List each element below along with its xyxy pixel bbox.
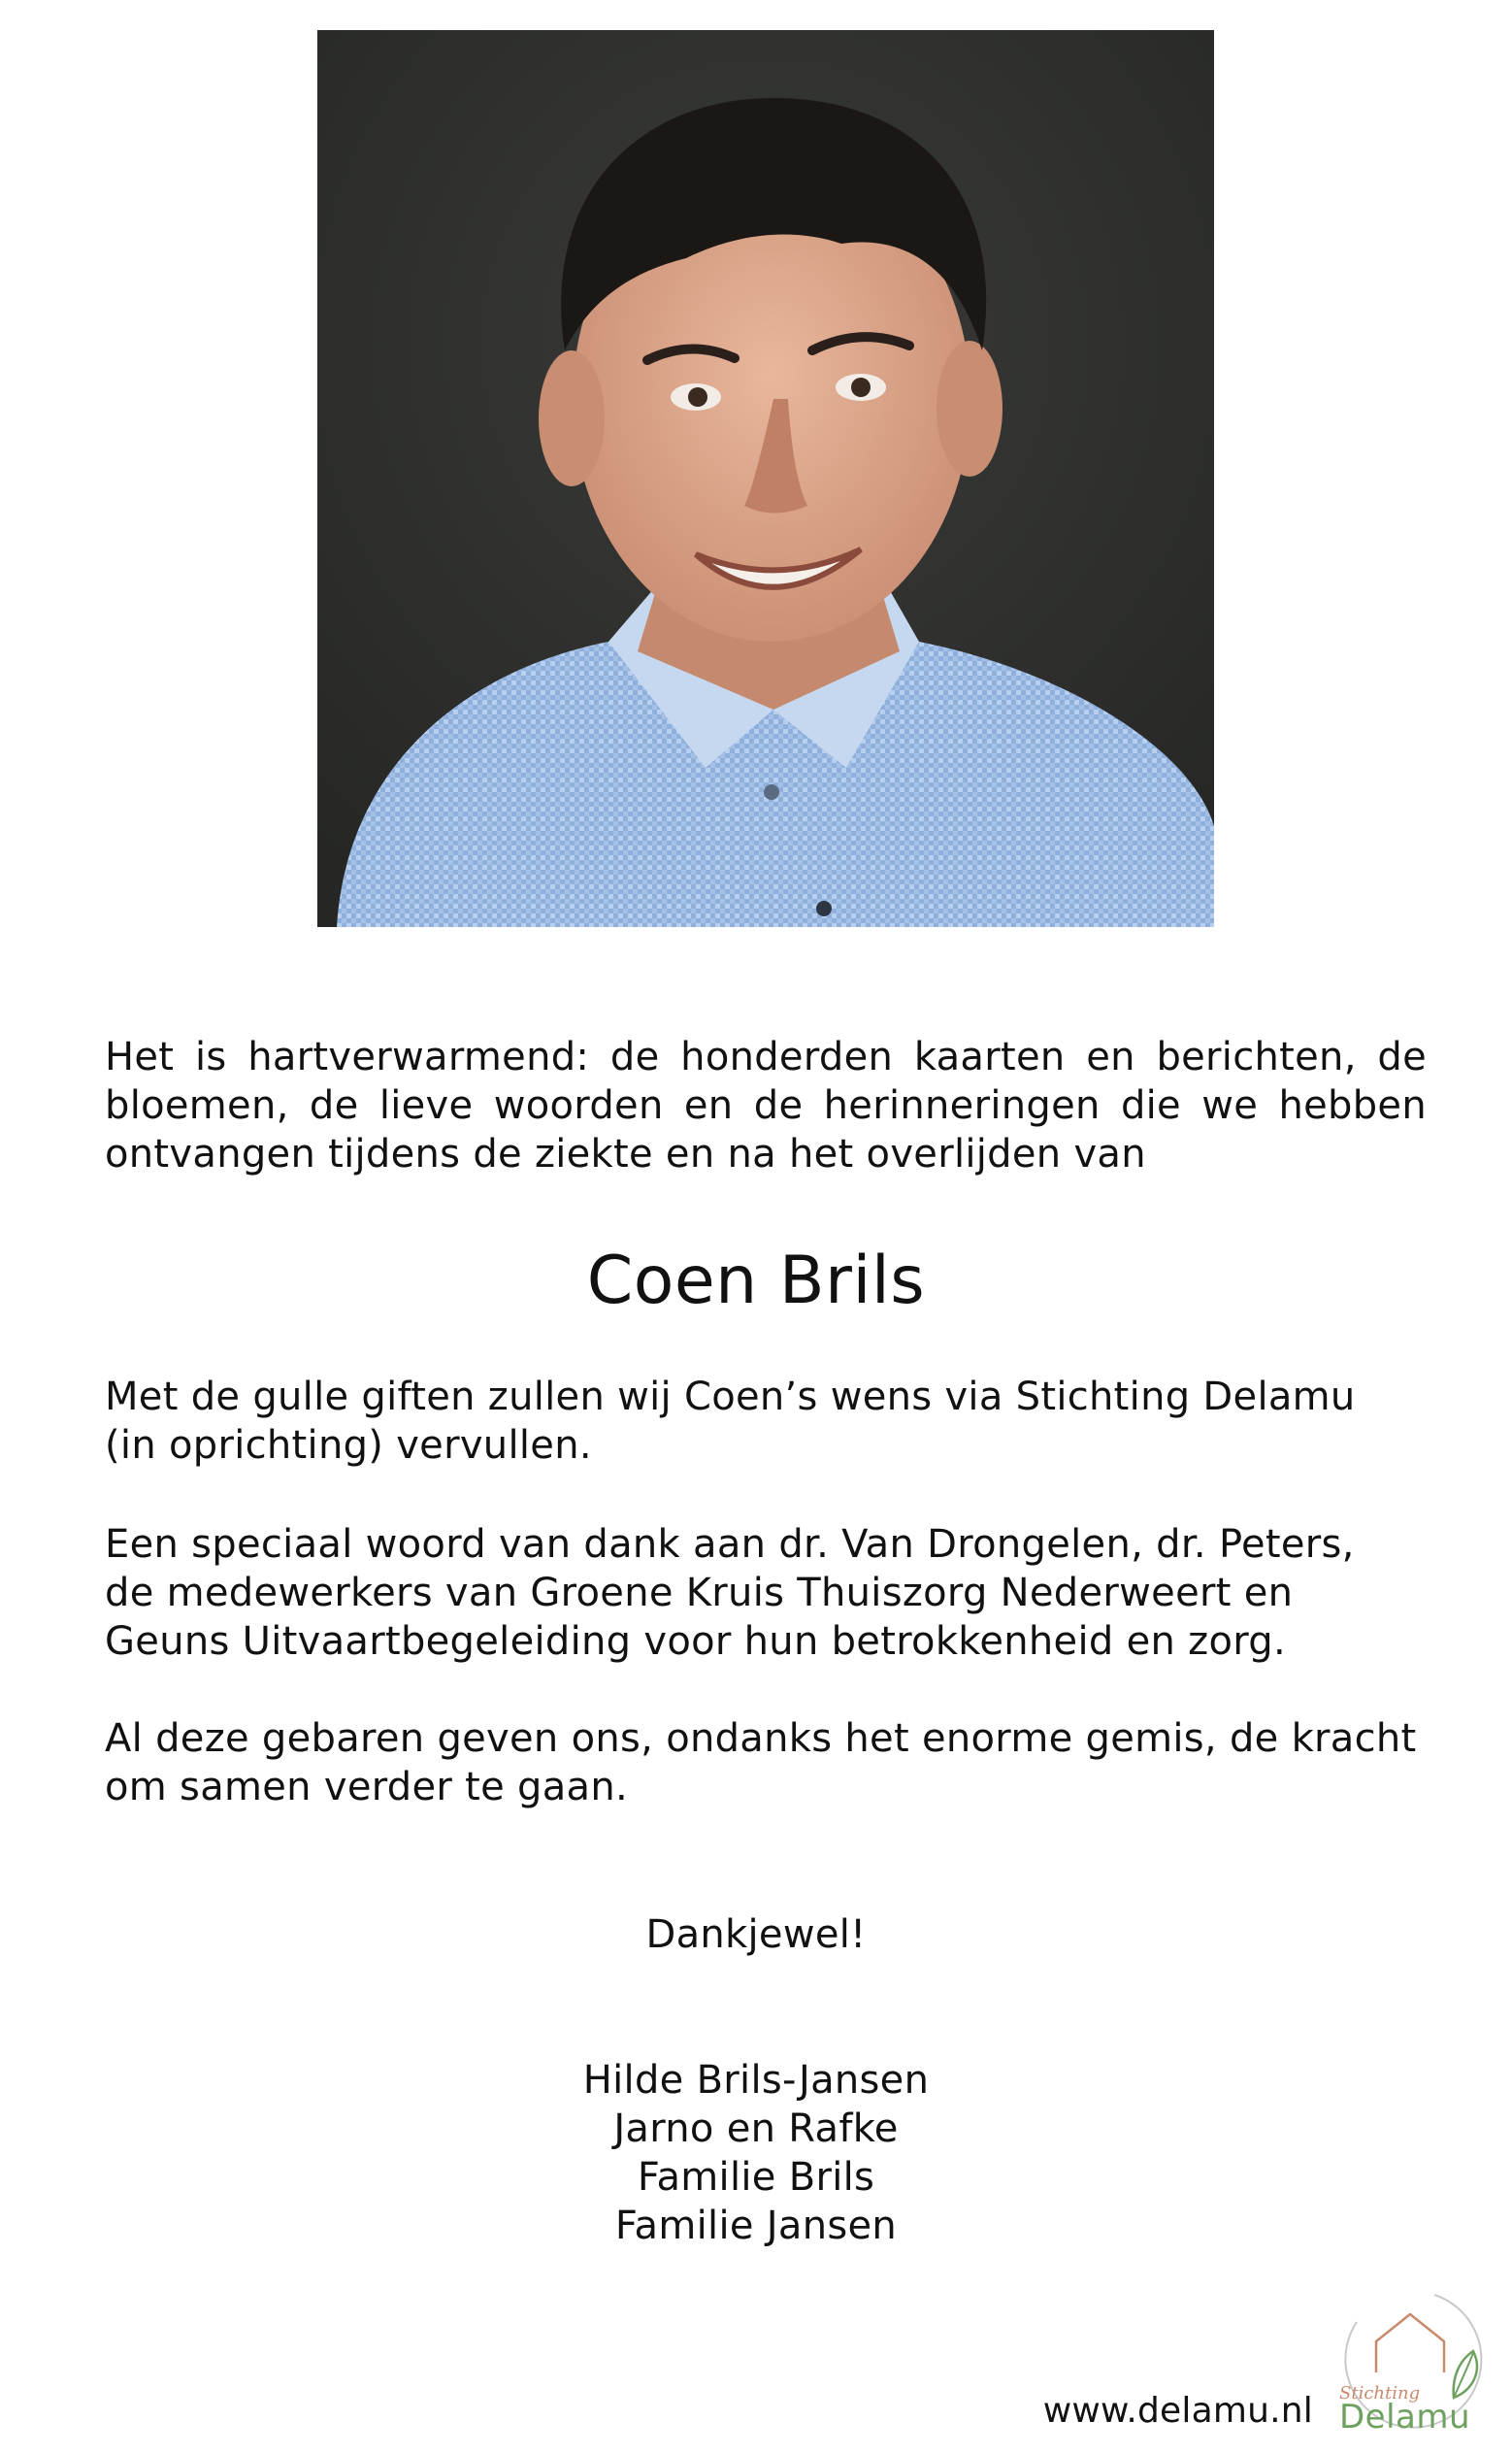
logo-text-delamu: Delamu [1339, 2398, 1471, 2437]
thanks-line-2: de medewerkers van Groene Kruis Thuiszorg Nederweert en [105, 1571, 1294, 1615]
intro-text: Het is hartverwarmend: de honderden kaarten en berichten, de bloemen, de lieve woorden en de herinneringen die we hebben ontvangen tijdens de ziekte en na het overlijden van [105, 1035, 1427, 1177]
signature-line: Familie Brils [637, 2155, 875, 2200]
portrait-photo [317, 30, 1214, 927]
signature-line: Familie Jansen [614, 2204, 898, 2248]
gifts-paragraph [105, 1373, 1427, 1470]
gestures-line-1: Al deze gebaren geven ons, ondanks het enorme gemis, de kracht [105, 1716, 1417, 1761]
gestures-line-2: om samen verder te gaan. [105, 1765, 629, 1809]
deceased-name: Coen Brils [586, 1243, 926, 1319]
portrait-illustration [317, 30, 1214, 927]
gifts-line-2: (in oprichting) vervullen. [105, 1423, 592, 1468]
signature-line: Jarno en Rafke [613, 2106, 899, 2151]
website-link[interactable]: www.delamu.nl [1042, 2391, 1313, 2431]
closing-thanks: Dankjewel! [645, 1912, 867, 1957]
gifts-line-1: Met de gulle giften zullen wij Coen’s wens via Stichting Delamu [105, 1375, 1356, 1419]
gestures-paragraph [105, 1714, 1427, 1811]
intro-paragraph [105, 1033, 1427, 1178]
signatures-block [0, 2056, 1512, 2250]
thanks-line-3: Geuns Uitvaartbegeleiding voor hun betrokkenheid en zorg. [105, 1619, 1286, 1664]
signature-line: Hilde Brils-Jansen [582, 2058, 930, 2103]
thanks-paragraph [105, 1520, 1427, 1666]
thanks-line-1: Een speciaal woord van dank aan dr. Van Drongelen, dr. Peters, [105, 1522, 1355, 1567]
logo-text-stichting: Stichting [1339, 2383, 1421, 2404]
